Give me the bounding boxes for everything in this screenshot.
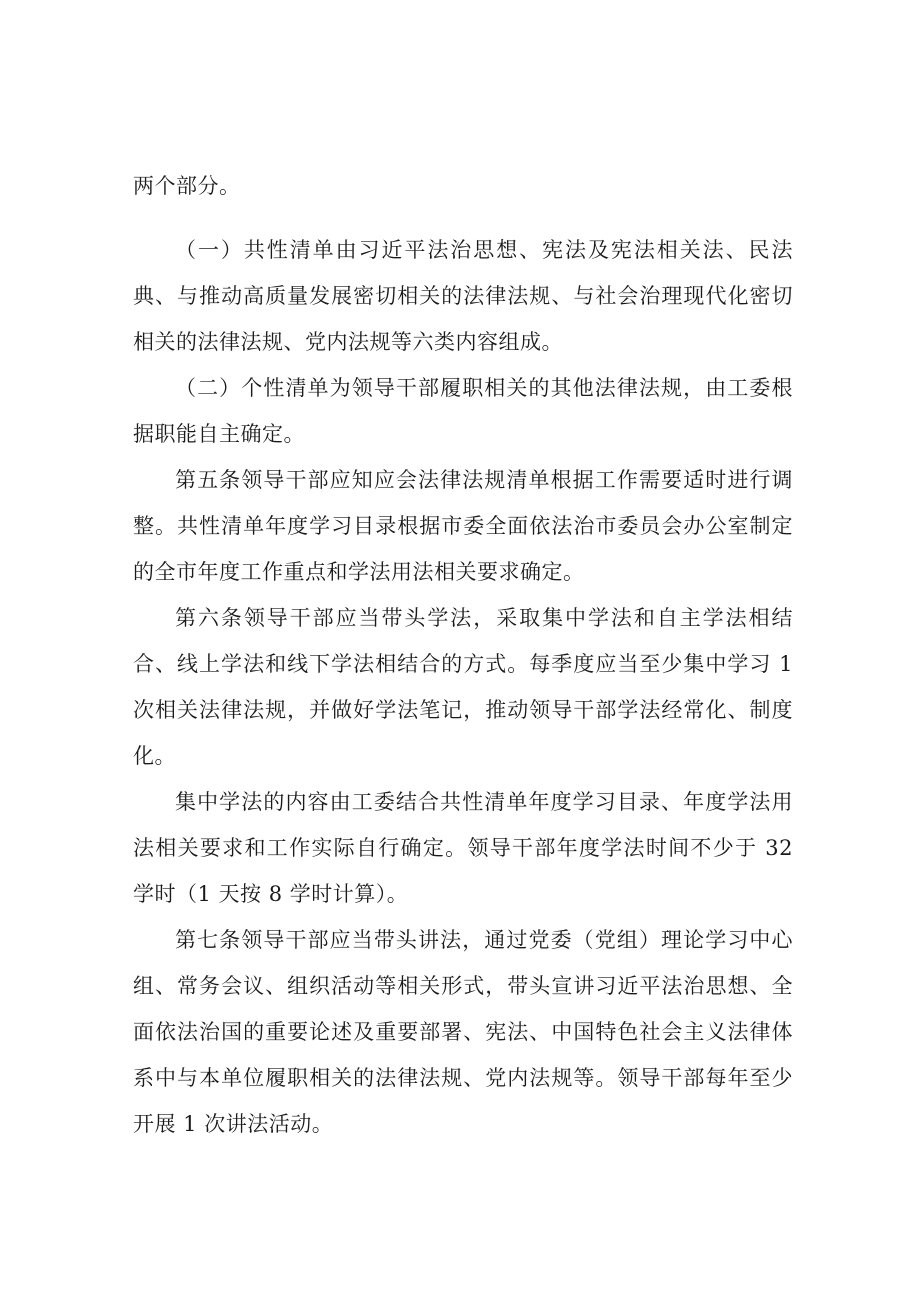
- paragraph-centralized-study: 集中学法的内容由工委结合共性清单年度学习目录、年度学法用法相关要求和工作实际自行确定。领导干部年度学法时间不少于 32 学时（1 天按 8 学时计算）。: [133, 790, 793, 906]
- paragraph-common-list: （一）共性清单由习近平法治思想、宪法及宪法相关法、民法典、与推动高质量发展密切相关的法律法规、与社会治理现代化密切相关的法律法规、党内法规等六类内容组成。: [133, 238, 793, 354]
- paragraph-individual-list: （二）个性清单为领导干部履职相关的其他法律法规，由工委根据职能自主确定。: [133, 376, 793, 446]
- paragraph-article-7: 第七条领导干部应当带头讲法，通过党委（党组）理论学习中心组、常务会议、组织活动等相关形式，带头宣讲习近平法治思想、全面依法治国的重要论述及重要部署、宪法、中国特色社会主义法律体系中与本单位履职相关的法律法规、党内法规等。领导干部每年至少开展 1 次讲法活动。: [133, 928, 793, 1136]
- paragraph-article-6: 第六条领导干部应当带头学法，采取集中学法和自主学法相结合、线上学法和线下学法相结合的方式。每季度应当至少集中学习 1 次相关法律法规，并做好学法笔记，推动领导干部学法经常化、制度化。: [133, 606, 793, 768]
- paragraph-continuation: 两个部分。: [133, 174, 241, 198]
- document-body: [133, 163, 793, 1147]
- paragraph-article-5: 第五条领导干部应知应会法律法规清单根据工作需要适时进行调整。共性清单年度学习目录根据市委全面依法治市委员会办公室制定的全市年度工作重点和学法用法相关要求确定。: [133, 468, 793, 584]
